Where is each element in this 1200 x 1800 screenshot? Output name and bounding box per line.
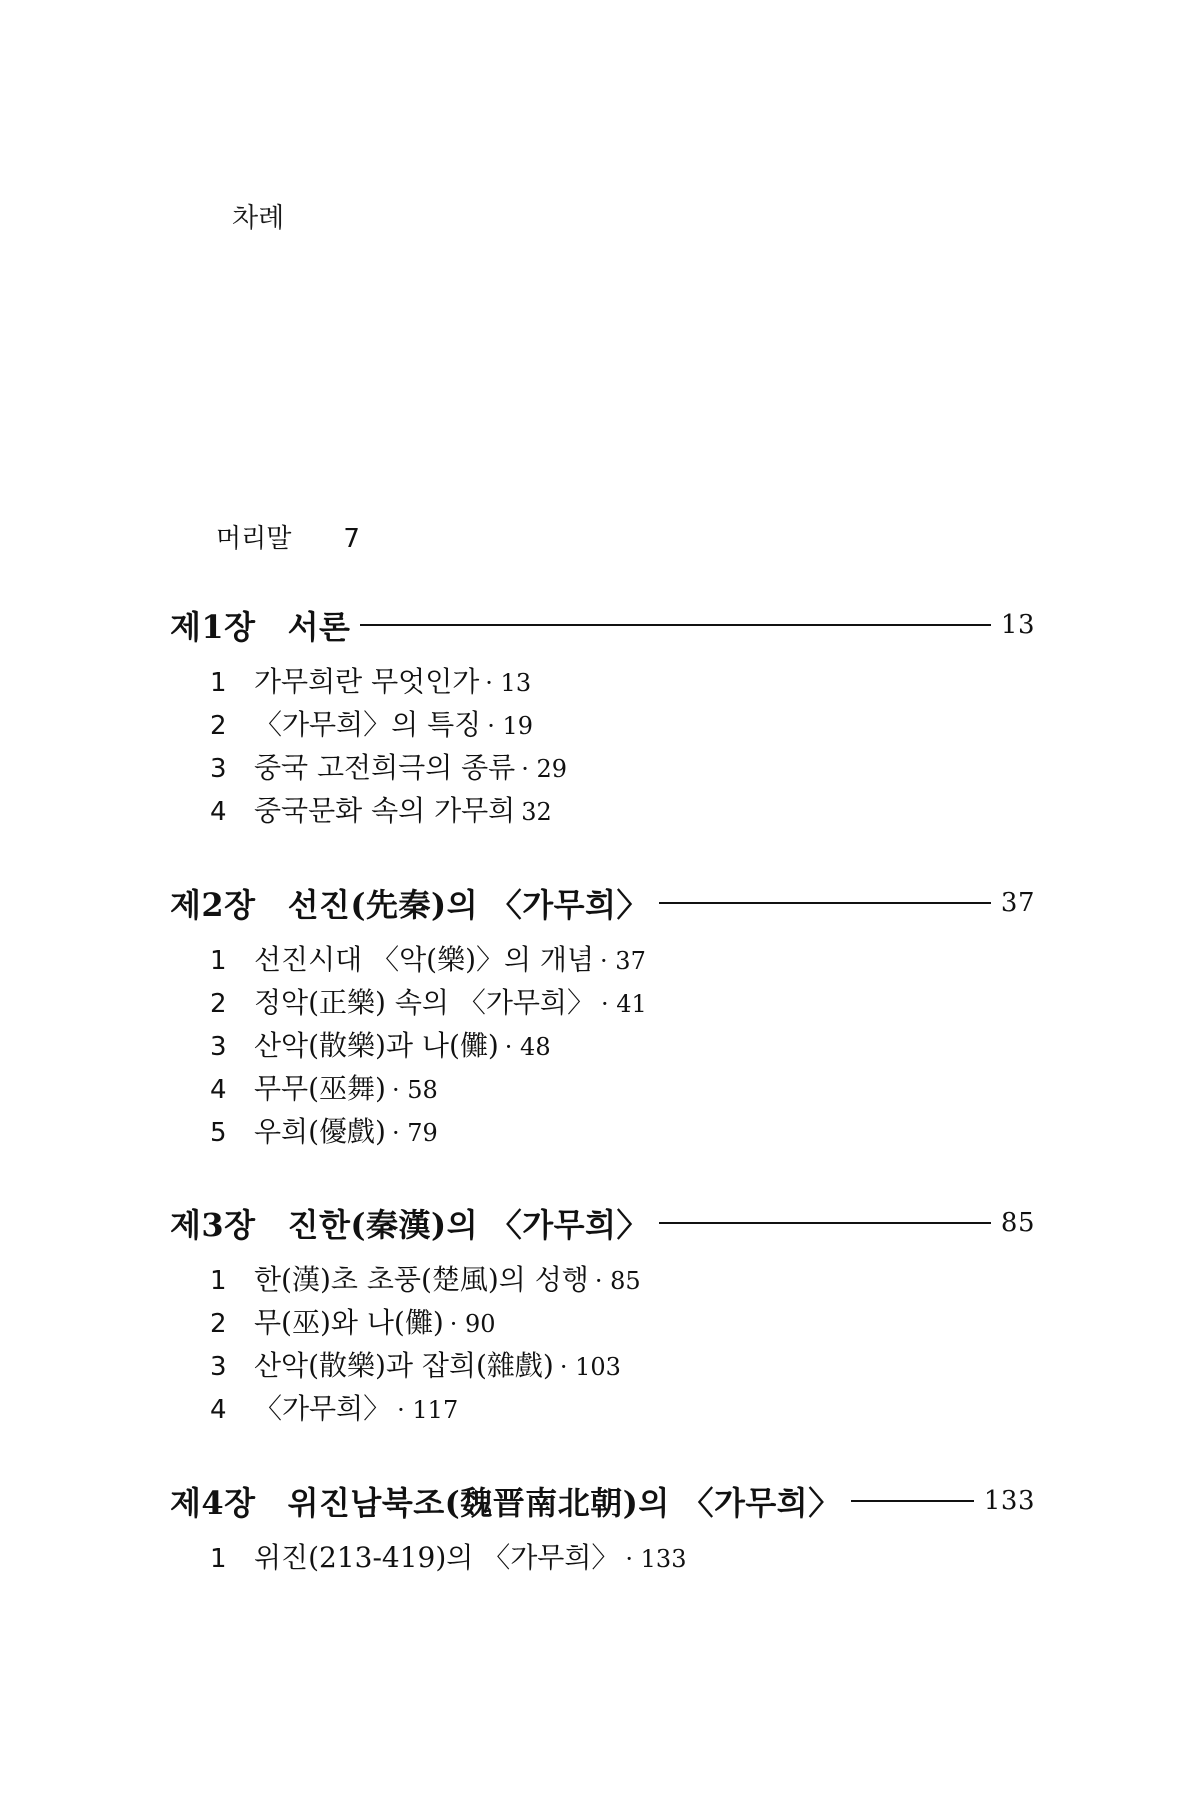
section-entry[interactable] bbox=[210, 981, 647, 1024]
section-page: · 58 bbox=[391, 1076, 438, 1104]
preface-label: 머리말 bbox=[216, 524, 292, 554]
section-number: 1 bbox=[210, 668, 227, 698]
leader-rule bbox=[851, 1500, 974, 1502]
chapter-number: 제1장 bbox=[170, 608, 256, 646]
section-page: · 48 bbox=[504, 1033, 551, 1061]
page-title: 차례 bbox=[232, 203, 285, 234]
preface-page: 7 bbox=[343, 524, 360, 554]
section-number: 4 bbox=[210, 1075, 227, 1105]
section-entry[interactable] bbox=[210, 703, 567, 746]
leader-rule bbox=[659, 902, 991, 904]
section-list bbox=[210, 1536, 686, 1579]
section-title: 중국 고전희극의 종류 bbox=[254, 751, 516, 784]
chapter-page: 85 bbox=[1000, 1208, 1035, 1238]
chapter-number: 제4장 bbox=[170, 1484, 256, 1522]
section-title: 가무희란 무엇인가 bbox=[254, 665, 480, 698]
section-entry[interactable] bbox=[210, 1110, 647, 1153]
section-list bbox=[210, 660, 567, 832]
section-page: · 37 bbox=[600, 947, 646, 975]
section-number: 4 bbox=[210, 797, 227, 827]
chapter-title: 진한(秦漢)의 〈가무희〉 bbox=[287, 1206, 649, 1244]
section-title: 산악(散樂)과 잡희(雜戲) bbox=[254, 1349, 554, 1382]
section-page: · 29 bbox=[521, 755, 568, 783]
section-entry[interactable] bbox=[210, 746, 567, 789]
section-number: 2 bbox=[210, 989, 227, 1019]
section-list bbox=[210, 938, 647, 1153]
chapter-number: 제3장 bbox=[170, 1206, 256, 1244]
section-number: 5 bbox=[210, 1118, 227, 1148]
section-number: 1 bbox=[210, 946, 227, 976]
section-title: 무(巫)와 나(儺) bbox=[254, 1306, 444, 1339]
section-number: 1 bbox=[210, 1544, 227, 1574]
chapter-page: 37 bbox=[1000, 888, 1035, 918]
section-entry[interactable] bbox=[210, 938, 647, 981]
section-number: 2 bbox=[210, 711, 227, 741]
section-list bbox=[210, 1258, 641, 1430]
section-page: · 19 bbox=[487, 712, 533, 740]
section-title: 위진(213-419)의 〈가무희〉 bbox=[254, 1541, 620, 1574]
chapter-heading[interactable] bbox=[170, 602, 1035, 648]
section-entry[interactable] bbox=[210, 1024, 647, 1067]
section-entry[interactable] bbox=[210, 1536, 686, 1579]
section-title: 산악(散樂)과 나(儺) bbox=[254, 1029, 499, 1062]
chapter-number: 제2장 bbox=[170, 886, 256, 924]
section-number: 1 bbox=[210, 1266, 227, 1296]
chapter-page: 13 bbox=[1000, 610, 1035, 640]
section-title: 한(漢)초 초풍(楚風)의 성행 bbox=[254, 1263, 589, 1296]
section-title: 정악(正樂) 속의 〈가무희〉 bbox=[254, 986, 595, 1019]
section-page: · 41 bbox=[601, 990, 647, 1018]
section-title: 우희(優戲) bbox=[254, 1115, 386, 1148]
section-page: 32 bbox=[521, 798, 552, 826]
section-entry[interactable] bbox=[210, 1344, 641, 1387]
section-entry[interactable] bbox=[210, 1387, 641, 1430]
section-entry[interactable] bbox=[210, 1301, 641, 1344]
section-entry[interactable] bbox=[210, 789, 567, 832]
chapter-title: 서론 bbox=[287, 608, 351, 646]
section-number: 3 bbox=[210, 754, 227, 784]
leader-rule bbox=[360, 624, 990, 626]
section-page: · 103 bbox=[559, 1353, 621, 1381]
section-number: 2 bbox=[210, 1309, 227, 1339]
chapter-title: 위진남북조(魏晋南北朝)의 〈가무희〉 bbox=[287, 1484, 841, 1522]
chapter-heading[interactable] bbox=[170, 880, 1035, 926]
section-number: 3 bbox=[210, 1032, 227, 1062]
chapter-heading[interactable] bbox=[170, 1200, 1035, 1246]
chapter-heading[interactable] bbox=[170, 1478, 1035, 1524]
section-page: · 117 bbox=[397, 1396, 459, 1424]
section-entry[interactable] bbox=[210, 1258, 641, 1301]
preface-entry[interactable] bbox=[216, 518, 360, 555]
section-page: · 13 bbox=[485, 669, 532, 697]
section-page: · 133 bbox=[625, 1545, 687, 1573]
leader-rule bbox=[659, 1222, 991, 1224]
section-number: 4 bbox=[210, 1395, 227, 1425]
section-title: 〈가무희〉 bbox=[254, 1392, 392, 1425]
chapter-title: 선진(先秦)의 〈가무희〉 bbox=[287, 886, 649, 924]
section-page: · 90 bbox=[449, 1310, 496, 1338]
chapter-page: 133 bbox=[983, 1486, 1035, 1516]
section-title: 선진시대 〈악(樂)〉의 개념 bbox=[254, 943, 595, 976]
section-title: 〈가무희〉의 특징 bbox=[254, 708, 482, 741]
section-entry[interactable] bbox=[210, 1067, 647, 1110]
section-number: 3 bbox=[210, 1352, 227, 1382]
section-page: · 79 bbox=[391, 1119, 438, 1147]
section-entry[interactable] bbox=[210, 660, 567, 703]
section-title: 무무(巫舞) bbox=[254, 1072, 386, 1105]
section-title: 중국문화 속의 가무희 bbox=[254, 794, 516, 827]
section-page: · 85 bbox=[594, 1267, 641, 1295]
